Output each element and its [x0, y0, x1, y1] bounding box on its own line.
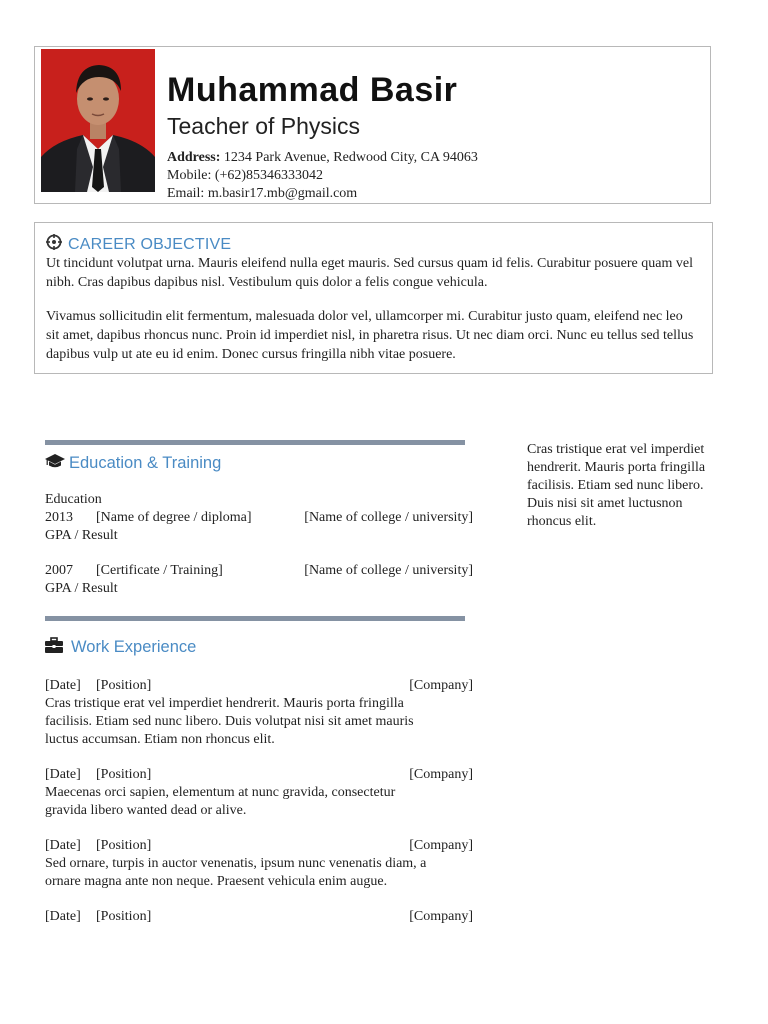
education-content	[45, 491, 475, 598]
work-date: [Date]	[45, 909, 81, 924]
work-company: [Company]	[409, 838, 473, 853]
sidebar-text: Cras tristique erat vel imperdiet hendrerit. Mauris porta fringilla facilisis. Etiam sed nunc libero. Duis nisi sit amet luctusnon rhoncus elit.	[527, 442, 706, 529]
graduation-cap-icon	[45, 453, 65, 474]
education-result-row	[45, 527, 475, 545]
education-institution: [Name of college / university]	[304, 563, 473, 578]
work-date: [Date]	[45, 767, 81, 782]
header-box	[34, 46, 711, 204]
work-position: [Position]	[96, 838, 152, 853]
education-item: [Name of degree / diploma]	[96, 510, 252, 525]
work-title: Work Experience	[71, 638, 197, 656]
education-title: Education & Training	[69, 454, 222, 472]
work-row	[45, 908, 475, 926]
work-company: [Company]	[409, 767, 473, 782]
profile-photo	[41, 49, 155, 192]
work-desc-line: facilisis. Etiam sed nunc libero. Duis volutpat nisi sit amet mauris	[45, 714, 414, 729]
work-date: [Date]	[45, 838, 81, 853]
work-desc-line: luctus accumsan. Etiam non rhoncus elit.	[45, 732, 275, 747]
education-row	[45, 562, 475, 580]
career-objective-header	[46, 234, 231, 255]
education-result: GPA / Result	[45, 528, 118, 543]
education-institution: [Name of college / university]	[304, 510, 473, 525]
work-desc-line: gravida libero wanted dead or alive.	[45, 803, 247, 818]
section-divider	[45, 440, 465, 445]
work-position: [Position]	[96, 909, 152, 924]
work-desc	[45, 873, 475, 891]
work-header	[45, 637, 196, 658]
work-desc	[45, 731, 475, 749]
work-desc-line: Sed ornare, turpis in auctor venenatis, ipsum nunc venenatis diam, a	[45, 856, 427, 871]
work-desc-line: Cras tristique erat vel imperdiet hendrerit. Mauris porta fringilla	[45, 696, 404, 711]
work-company: [Company]	[409, 678, 473, 693]
work-desc-line: ornare magna ante non neque. Praesent vehicula enim augue.	[45, 874, 388, 889]
career-objective-text	[46, 254, 696, 364]
education-result-row	[45, 580, 475, 598]
education-subheading	[45, 491, 475, 509]
education-item: [Certificate / Training]	[96, 563, 223, 578]
education-subheading-text: Education	[45, 492, 102, 507]
objective-paragraph: Vivamus sollicitudin elit fermentum, malesuada dolor vel, ullamcorper mi. Curabitur justo quam, eleifend nec leo sit amet, dapibus rhoncus nunc. Proin id imperdiet nisl, in pharetra risus. Ut nec diam orci. Nunc eu tellus sed tellus dapibus vulp ut ate eu id enim. Donec cursus fringilla nibh vitae posuere.	[46, 309, 694, 362]
email-line: Email: m.basir17.mb@gmail.com	[167, 186, 358, 201]
work-desc	[45, 855, 475, 873]
work-row	[45, 766, 475, 784]
spacer	[45, 749, 475, 766]
objective-paragraph: Ut tincidunt volutpat urna. Mauris eleifend nulla eget mauris. Sed cursus quam id felis. Curabitur posuere quam vel nibh. Cras dapibus dapibus nisl. Vestibulum quis dolor a felis congue vehicula.	[46, 256, 693, 290]
work-row	[45, 837, 475, 855]
work-desc	[45, 802, 475, 820]
career-objective-box	[34, 222, 713, 374]
crosshair-icon	[46, 234, 62, 255]
section-divider	[45, 616, 465, 621]
work-desc-line: Maecenas orci sapien, elementum at nunc gravida, consectetur	[45, 785, 396, 800]
contact-info	[167, 149, 478, 203]
work-desc	[45, 784, 475, 802]
work-row	[45, 677, 475, 695]
job-title: Teacher of Physics	[167, 113, 361, 139]
spacer	[45, 820, 475, 837]
spacer	[45, 891, 475, 908]
work-desc	[45, 713, 475, 731]
work-position: [Position]	[96, 767, 152, 782]
work-company: [Company]	[409, 909, 473, 924]
work-desc	[45, 695, 475, 713]
address-label: Address:	[167, 150, 221, 165]
career-objective-title: CAREER OBJECTIVE	[68, 235, 232, 253]
education-row	[45, 509, 475, 527]
candidate-name: Muhammad Basir	[167, 71, 458, 109]
address-line	[167, 149, 478, 167]
education-year: 2013	[45, 510, 73, 525]
work-date: [Date]	[45, 678, 81, 693]
work-position: [Position]	[96, 678, 152, 693]
mobile-line: Mobile: (+62)85346333042	[167, 168, 324, 183]
work-content	[45, 677, 475, 926]
address-value: 1234 Park Avenue, Redwood City, CA 94063	[220, 150, 478, 165]
education-header	[45, 453, 221, 474]
spacer	[45, 545, 475, 562]
education-year: 2007	[45, 563, 73, 578]
education-result: GPA / Result	[45, 581, 118, 596]
briefcase-icon	[45, 637, 63, 658]
